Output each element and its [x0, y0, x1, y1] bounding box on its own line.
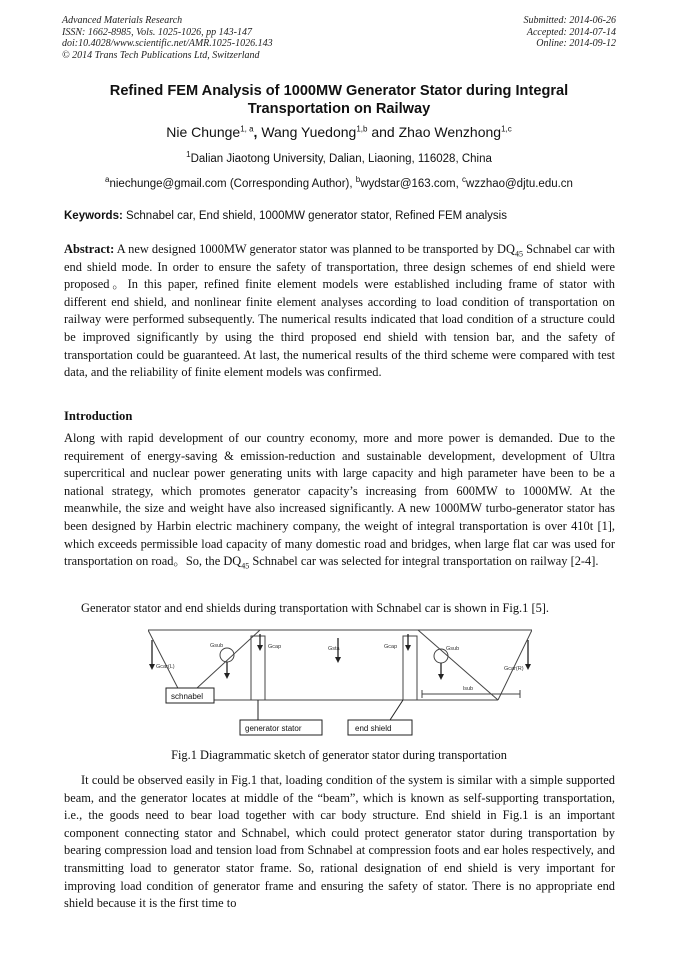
end-shield-label: end shield: [355, 724, 392, 733]
abstract-label: Abstract:: [64, 242, 115, 256]
journal-header-left: [62, 15, 273, 61]
generator-stator-label: generator stator: [245, 724, 302, 733]
accepted-date: Accepted: 2014-07-14: [526, 26, 616, 38]
figure-caption: Fig.1 Diagrammatic sketch of generator stator during transportation: [171, 748, 507, 762]
journal-header-right: [524, 15, 617, 50]
intro-paragraph-2: Generator stator and end shields during transportation with Schnabel car is shown in Fig.1 [5].: [81, 601, 549, 615]
author-separator: and: [367, 124, 399, 140]
affiliation-mark: 1: [186, 150, 191, 160]
author-name: Zhao Wenzhong: [398, 124, 502, 140]
submitted-date: Submitted: 2014-06-26: [523, 15, 616, 26]
email-mark: a: [105, 175, 110, 185]
figure-1-diagram: [148, 628, 532, 744]
subscript: 45: [241, 561, 250, 571]
abstract-text: Schnabel car with end shield mode. In order to ensure the safety of transportation, three design schemes of end shield were proposed。In this paper, refined finite element models were established including frame of stator with different end shield, and nonlinear finite element analyses according to load condition of transportation on railway were performed subsequently. The numerical results indicated that load condition of a structure could be improved significantly by using the third proposed end shield with tension bar, and the safety of transportation could be guaranteed. At last, the numerical results of the third scheme were compared with test data, and the reliability of finite element models was confirmed.: [64, 242, 615, 380]
author-list: [60, 123, 618, 141]
keywords-text: Schnabel car, End shield, 1000MW generator stator, Refined FEM analysis: [122, 210, 507, 222]
g-cap-left-label: Gcap: [268, 644, 282, 650]
intro-paragraph-1: [64, 430, 615, 571]
body-paragraph: It could be observed easily in Fig.1 that, loading condition of the system is similar with a simple supported beam, and the generator locates at middle of the “beam”, which is known as self-supporting transportation, i.e., the goods need to bear load together with car body structure. End shield in Fig.1 is an important component connecting stator and Schnabel, which could protect generator stator during transportation by bearing compression load and tension load from Schnabel at compression foots and ear holes respectively, and transmitting load to generator stator frame. So, rational designation of end shield is very important for improving load condition of generator frame and ensuring the safety of stator. There is no appropriate end shield because it is the first time to: [64, 773, 615, 911]
author-emails: [60, 177, 618, 191]
affiliation: [60, 152, 618, 166]
title-line-1: Refined FEM Analysis of 1000MW Generator Stator during Integral: [109, 83, 569, 99]
g-car-left-label: Gcar(L): [156, 664, 175, 670]
abstract: [64, 241, 615, 382]
schnabel-label: schnabel: [171, 692, 204, 701]
g-car-right-label: Gcar(R): [504, 666, 524, 672]
email-link: wzzhao@djtu.edu.cn: [466, 178, 573, 190]
paragraph-text: Schnabel car was selected for integral transportation on railway [2-4].: [249, 554, 599, 569]
g-cap-right-label: Gcap: [384, 644, 398, 650]
g-sta-label: Gsta: [328, 646, 340, 652]
abstract-text: A new designed 1000MW generator stator was planned to be transported by DQ: [114, 242, 515, 256]
issn-line: ISSN: 1662-8985, Vols. 1025-1026, pp 143-147: [62, 26, 252, 38]
author-affiliation-mark: 1,c: [501, 124, 512, 134]
email-link: niechunge@gmail.com (Corresponding Author),: [109, 178, 356, 190]
g-sub-right-label: Gsub: [446, 646, 460, 652]
title-line-2: Transportation on Railway: [247, 101, 431, 117]
online-date: Online: 2014-09-12: [536, 38, 616, 49]
email-mark: b: [355, 175, 361, 185]
author-name: Nie Chunge: [166, 124, 241, 140]
section-heading: Introduction: [64, 409, 133, 423]
keywords: [64, 209, 616, 223]
copyright-line: © 2014 Trans Tech Publications Ltd, Switzerland: [62, 49, 260, 61]
email-mark: c: [462, 175, 467, 185]
author-affiliation-mark: 1,b: [356, 124, 368, 134]
g-sub-left-label: Gsub: [210, 643, 224, 649]
subscript: 45: [514, 249, 523, 259]
author-name: Wang Yuedong: [261, 124, 357, 140]
affiliation-text: Dalian Jiaotong University, Dalian, Liaoning, 116028, China: [190, 153, 492, 165]
author-separator: ,: [253, 124, 262, 140]
keywords-label: Keywords:: [64, 210, 123, 222]
paragraph-text: Along with rapid development of our country economy, more and more power is demanded. Due to the requirement of energy-saving & emission-reduction and sustainable development, development of Ultra supercritical and nuclear power generating units with large capacity and high parameter have been to be a national strategy, which promotes generator capacity’s increasing from 600MW to 1000MW. At the meanwhile, the size and weight have also increased significantly. A new 1000MW turbo-generator stator has been designed by Harbin electric machinery company, the weight of integral transportation is over 410t [1], which exceeds permissible load capacity of many domestic road and bridges, when large flat car was used for transportation on road。So, the DQ: [64, 431, 615, 569]
right-brace: [418, 630, 498, 700]
paper-title: [60, 82, 618, 118]
doi-line: doi:10.4028/www.scientific.net/AMR.1025-1026.143: [62, 38, 273, 49]
journal-name: Advanced Materials Research: [62, 15, 183, 26]
length-label: lsub: [463, 686, 474, 692]
email-link: wydstar@163.com,: [360, 178, 463, 190]
author-affiliation-mark: 1, a: [240, 124, 254, 134]
